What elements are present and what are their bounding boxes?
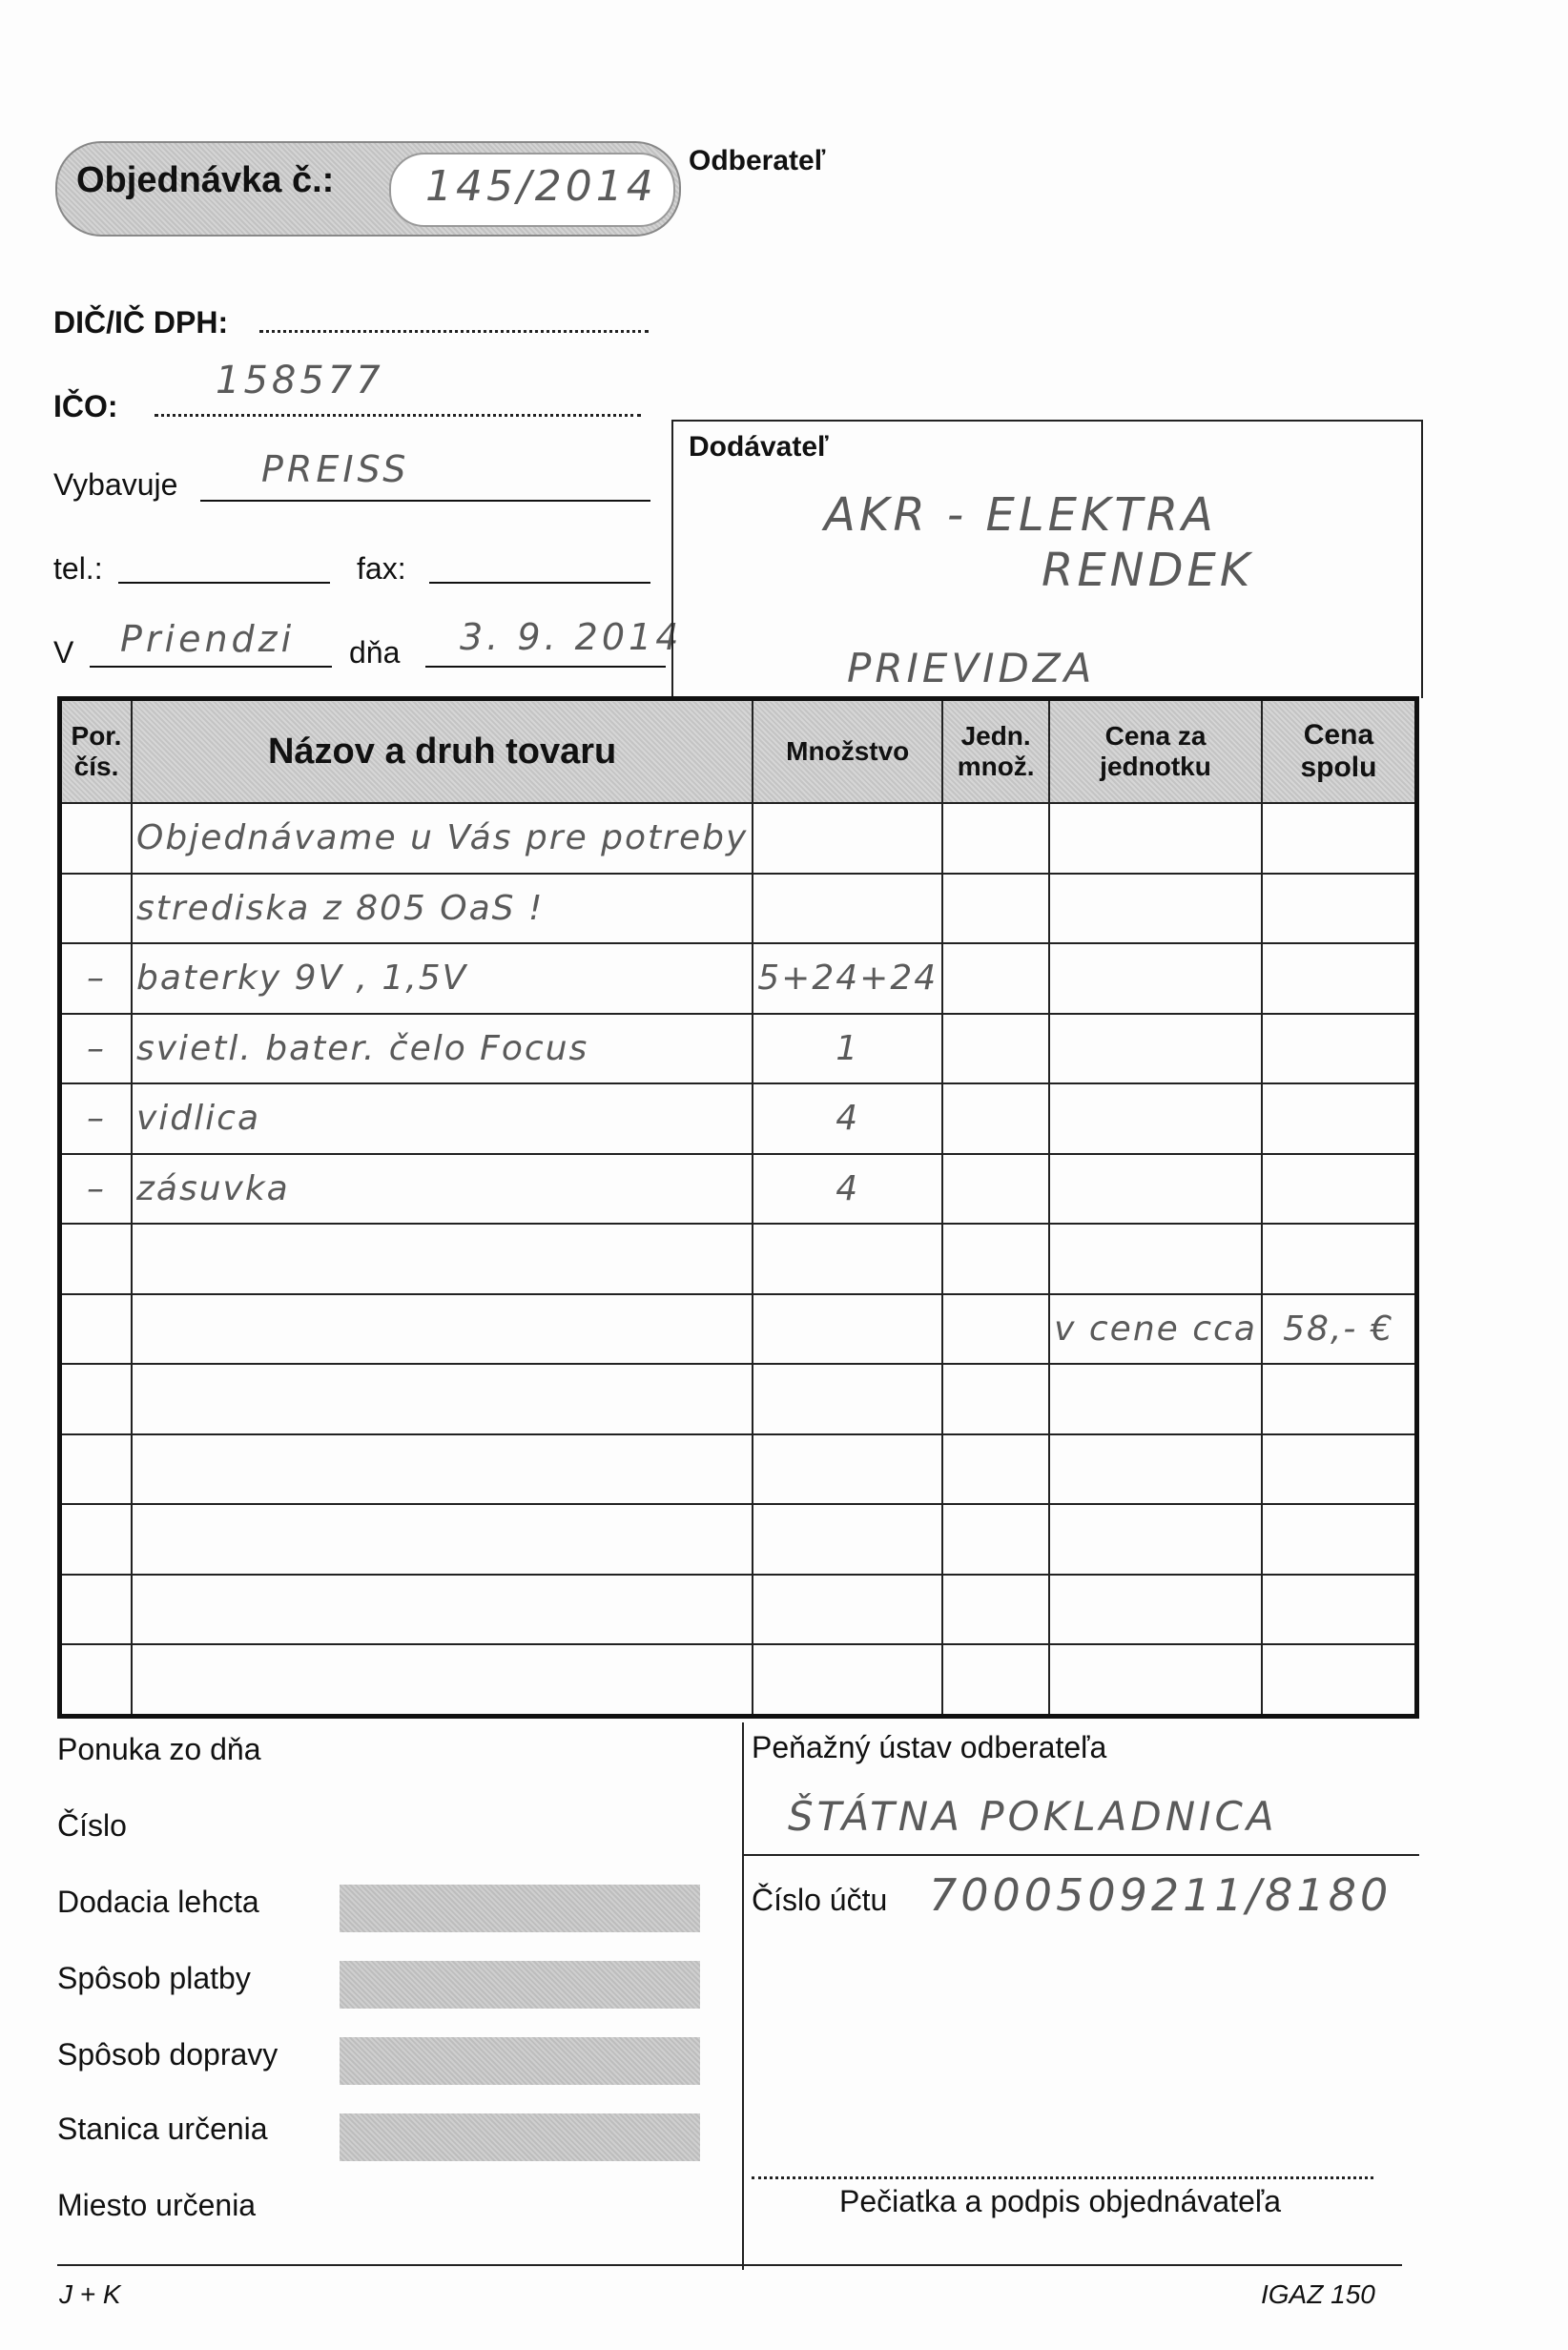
item-unit[interactable] [942, 803, 1049, 874]
tel-field[interactable] [118, 551, 330, 584]
tel-label: tel.: [53, 551, 103, 586]
item-quantity[interactable] [753, 1504, 942, 1575]
item-unit-price[interactable] [1049, 1224, 1262, 1294]
item-unit-price[interactable] [1049, 1154, 1262, 1225]
transport-method-label: Spôsob dopravy [57, 2037, 279, 2072]
item-unit-price[interactable] [1049, 1083, 1262, 1154]
row-number[interactable] [60, 1434, 133, 1505]
footer-divider [742, 1722, 744, 2270]
item-quantity[interactable] [753, 1364, 942, 1434]
handled-by-label: Vybavuje [53, 467, 178, 502]
item-quantity[interactable] [753, 1644, 942, 1716]
signature-label: Pečiatka a podpis objednávateľa [839, 2184, 1281, 2218]
col-header-name: Názov a druh tovaru [132, 699, 753, 804]
handled-by-value: PREISS [261, 448, 410, 490]
item-total[interactable] [1262, 1434, 1417, 1505]
form-code: IGAZ 150 [1261, 2279, 1375, 2309]
row-number[interactable] [60, 1575, 133, 1645]
item-unit-price[interactable] [1049, 1434, 1262, 1505]
table-row [60, 1294, 1417, 1365]
col-header-number: Por. čís. [60, 699, 133, 804]
item-unit[interactable] [942, 1434, 1049, 1505]
table-row [60, 943, 1417, 1014]
item-quantity[interactable]: 4 [753, 1154, 942, 1225]
row-number[interactable] [60, 803, 133, 874]
delivery-term-label: Dodacia lehcta [57, 1885, 259, 1919]
row-number[interactable] [60, 1644, 133, 1716]
row-number[interactable]: – [60, 1154, 133, 1225]
table-row [60, 803, 1417, 874]
table-row [60, 1504, 1417, 1575]
item-unit[interactable] [942, 1014, 1049, 1084]
item-unit-price[interactable] [1049, 1014, 1262, 1084]
item-unit-price[interactable] [1049, 1575, 1262, 1645]
item-quantity[interactable]: 4 [753, 1083, 942, 1154]
item-unit[interactable] [942, 1504, 1049, 1575]
item-name[interactable] [132, 1575, 753, 1645]
item-quantity[interactable] [753, 1575, 942, 1645]
item-name[interactable] [132, 1504, 753, 1575]
item-total[interactable] [1262, 1224, 1417, 1294]
item-quantity[interactable]: 1 [753, 1014, 942, 1084]
signature-line[interactable] [752, 2157, 1373, 2179]
item-name[interactable]: baterky 9V , 1,5V [132, 943, 753, 1014]
offer-date-label: Ponuka zo dňa [57, 1732, 261, 1766]
items-table [57, 696, 1419, 1719]
table-row [60, 1644, 1417, 1716]
supplier-label: Dodávateľ [689, 431, 829, 463]
order-number-value: 145/2014 [425, 162, 657, 211]
item-total[interactable] [1262, 1083, 1417, 1154]
payment-method-label: Spôsob platby [57, 1961, 251, 1995]
payment-method-field[interactable] [340, 1961, 700, 2009]
item-unit[interactable] [942, 1294, 1049, 1365]
item-unit-price[interactable] [1049, 1504, 1262, 1575]
item-name[interactable] [132, 1364, 753, 1434]
item-unit[interactable] [942, 1083, 1049, 1154]
item-total[interactable]: 58,- € [1262, 1294, 1417, 1365]
item-name[interactable]: vidlica [132, 1083, 753, 1154]
dic-label: DIČ/IČ DPH: [53, 305, 229, 340]
item-unit-price[interactable] [1049, 803, 1262, 874]
item-quantity[interactable] [753, 803, 942, 874]
item-name[interactable]: Objednávame u Vás pre potreby [132, 803, 753, 874]
ico-value: 158577 [216, 359, 384, 402]
row-number[interactable]: – [60, 943, 133, 1014]
item-quantity[interactable] [753, 1434, 942, 1505]
table-row [60, 874, 1417, 944]
item-quantity[interactable]: 5+24+24 [753, 943, 942, 1014]
table-row [60, 1364, 1417, 1434]
supplier-name: AKR - ELEKTRA [824, 488, 1217, 542]
item-total[interactable] [1262, 1364, 1417, 1434]
item-name[interactable] [132, 1294, 753, 1365]
item-unit-price[interactable] [1049, 1644, 1262, 1716]
place-value: Priendzi [120, 618, 296, 660]
printer-mark: J + K [59, 2279, 121, 2309]
item-unit[interactable] [942, 1154, 1049, 1225]
table-row [60, 1014, 1417, 1084]
row-number[interactable] [60, 1294, 133, 1365]
item-total[interactable] [1262, 1644, 1417, 1716]
date-label: dňa [349, 635, 401, 670]
col-header-quantity: Množstvo [753, 699, 942, 804]
table-row [60, 1154, 1417, 1225]
order-label: Objednávka č.: [76, 160, 335, 200]
table-row [60, 1083, 1417, 1154]
bottom-rule [57, 2264, 1402, 2266]
item-total[interactable] [1262, 1014, 1417, 1084]
item-total[interactable] [1262, 803, 1417, 874]
item-unit[interactable] [942, 1644, 1049, 1716]
row-number[interactable] [60, 1504, 133, 1575]
supplier-name-line2: RENDEK [1042, 544, 1254, 597]
item-unit[interactable] [942, 1224, 1049, 1294]
bank-label: Peňažný ústav odberateľa [752, 1730, 1107, 1764]
destination-place-label: Miesto určenia [57, 2188, 257, 2222]
item-name[interactable] [132, 1644, 753, 1716]
col-header-unit: Jedn. množ. [942, 699, 1049, 804]
item-total[interactable] [1262, 874, 1417, 944]
item-total[interactable] [1262, 943, 1417, 1014]
col-header-unit-price: Cena za jednotku [1049, 699, 1262, 804]
destination-station-label: Stanica určenia [57, 2112, 268, 2146]
place-prefix: V [53, 635, 74, 670]
item-unit-price[interactable] [1049, 943, 1262, 1014]
table-row [60, 1434, 1417, 1505]
item-unit-price[interactable] [1049, 1364, 1262, 1434]
fax-label: fax: [357, 551, 406, 586]
fax-field[interactable] [429, 551, 650, 584]
bank-value: ŠTÁTNA POKLADNICA [788, 1793, 1278, 1840]
table-row [60, 1224, 1417, 1294]
item-unit[interactable] [942, 943, 1049, 1014]
supplier-city: PRIEVIDZA [847, 645, 1096, 691]
item-quantity[interactable] [753, 874, 942, 944]
item-total[interactable] [1262, 1575, 1417, 1645]
item-quantity[interactable] [753, 1294, 942, 1365]
row-number[interactable]: – [60, 1083, 133, 1154]
customer-heading: Odberateľ [689, 145, 826, 176]
item-name[interactable]: zásuvka [132, 1154, 753, 1225]
transport-method-field[interactable] [340, 2037, 700, 2085]
delivery-term-field[interactable] [340, 1885, 700, 1932]
item-unit[interactable] [942, 874, 1049, 944]
account-value: 7000509211/8180 [929, 1869, 1393, 1921]
account-label: Číslo účtu [752, 1883, 888, 1917]
item-total[interactable] [1262, 1154, 1417, 1225]
item-unit-price[interactable] [1049, 874, 1262, 944]
dic-field[interactable] [259, 307, 649, 333]
item-unit[interactable] [942, 1364, 1049, 1434]
col-header-total: Cena spolu [1262, 699, 1417, 804]
destination-station-field[interactable] [340, 2113, 700, 2161]
item-unit-price[interactable]: v cene cca [1049, 1294, 1262, 1365]
row-number[interactable] [60, 1224, 133, 1294]
item-name[interactable]: strediska z 805 OaS ! [132, 874, 753, 944]
bank-underline [742, 1854, 1419, 1856]
item-total[interactable] [1262, 1504, 1417, 1575]
row-number[interactable] [60, 874, 133, 944]
offer-number-label: Číslo [57, 1808, 127, 1843]
table-header-row [60, 699, 1417, 804]
item-name[interactable] [132, 1224, 753, 1294]
item-unit[interactable] [942, 1575, 1049, 1645]
row-number[interactable] [60, 1364, 133, 1434]
ico-label: IČO: [53, 389, 118, 423]
row-number[interactable]: – [60, 1014, 133, 1084]
item-name[interactable]: svietl. bater. čelo Focus [132, 1014, 753, 1084]
table-row [60, 1575, 1417, 1645]
item-quantity[interactable] [753, 1224, 942, 1294]
date-value: 3. 9. 2014 [460, 616, 683, 658]
item-name[interactable] [132, 1434, 753, 1505]
